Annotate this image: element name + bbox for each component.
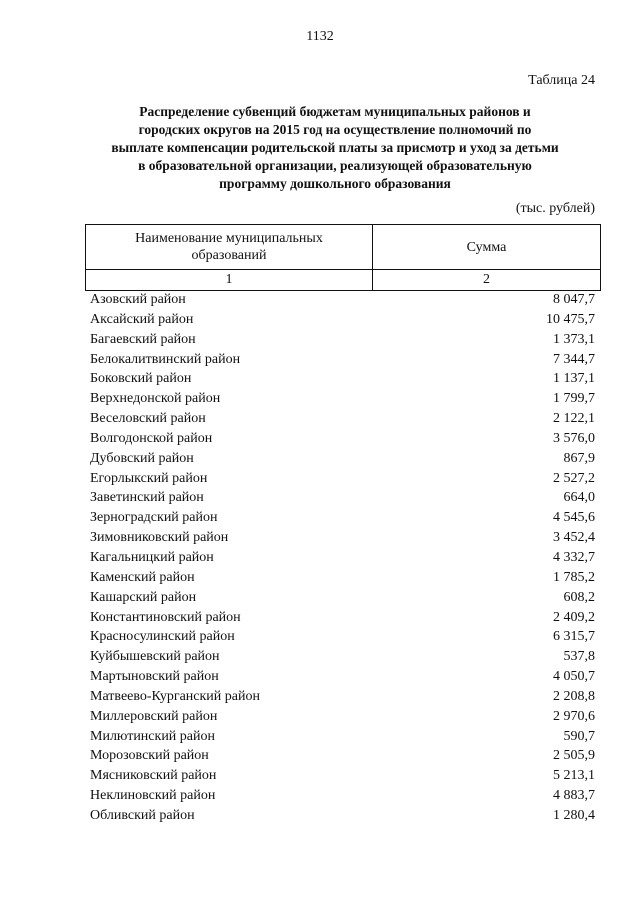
column-number-2: 2 [373,270,601,291]
table-row [90,350,595,370]
amount-value: 608,2 [563,589,595,605]
page-number: 1132 [306,29,334,44]
table-label: Таблица 24 [528,73,595,88]
municipality-name: Белокалитвинский район [90,351,241,367]
amount-value: 10 475,7 [546,311,595,327]
municipality-name: Неклиновский район [90,788,216,804]
amount-value: 2 122,1 [553,411,595,427]
municipality-name: Миллеровский район [90,708,218,724]
table-header [85,224,601,291]
municipality-name: Веселовский район [90,411,206,427]
municipality-name: Багаевский район [90,331,196,347]
municipality-name: Зимовниковский район [90,530,229,546]
table-row [90,746,595,766]
amount-value: 5 213,1 [553,768,595,784]
municipality-name: Обливский район [90,807,195,823]
amount-value: 4 332,7 [553,549,595,565]
municipality-name: Каменский район [90,569,195,585]
amount-value: 1 280,4 [553,807,595,823]
table-row [90,429,595,449]
amount-value: 2 527,2 [553,470,595,486]
municipality-name: Азовский район [90,292,186,307]
table-row [90,687,595,707]
municipality-name: Зерноградский район [90,510,218,526]
amount-value: 4 883,7 [553,788,595,804]
municipality-name: Мясниковский район [90,768,217,784]
table-row [90,707,595,727]
table-row [90,806,595,826]
table-row [90,588,595,608]
table-row [90,290,595,310]
amount-value: 8 047,7 [553,292,595,307]
column-header-name-line2: образований [191,248,267,263]
column-header-name-line1: Наименование муниципальных [135,231,323,246]
amount-value: 1 799,7 [553,391,595,407]
municipality-name: Заветинский район [90,490,204,506]
amount-value: 1 373,1 [553,331,595,347]
table-row [90,766,595,786]
amount-value: 4 545,6 [553,510,595,526]
amount-value: 4 050,7 [553,669,595,685]
amount-value: 2 409,2 [553,609,595,625]
amount-value: 590,7 [563,728,595,744]
amount-value: 2 208,8 [553,688,595,704]
table-row [90,667,595,687]
municipality-name: Кагальницкий район [90,549,214,565]
title-line: Распределение субвенций бюджетам муниципальных районов и [139,104,531,119]
amount-value: 2 505,9 [553,748,595,764]
amount-value: 1 785,2 [553,569,595,585]
table-row [90,369,595,389]
amount-value: 664,0 [563,490,595,506]
municipality-name: Милютинский район [90,728,216,744]
title-line: программу дошкольного образования [219,176,451,191]
municipality-name: Боковский район [90,371,192,387]
municipality-name: Верхнедонской район [90,391,221,407]
municipality-name: Куйбышевский район [90,649,220,665]
table-row [90,310,595,330]
column-number-1: 1 [86,270,373,291]
table-row [90,409,595,429]
table-row [90,647,595,667]
header-row [86,225,601,270]
table-row [90,548,595,568]
table-row [90,449,595,469]
municipality-name: Константиновский район [90,609,241,625]
table-row [90,469,595,489]
title-line: выплате компенсации родительской платы за присмотр и уход за детьми [111,140,559,155]
table-row [90,608,595,628]
amount-value: 7 344,7 [553,351,595,367]
table-body [90,290,595,826]
column-header-amount: Сумма [373,225,601,270]
municipality-name: Аксайский район [90,311,194,327]
table-row [90,389,595,409]
column-number-row [86,270,601,291]
table-row [90,330,595,350]
amount-value: 867,9 [563,450,595,466]
table-row [90,488,595,508]
amount-value: 1 137,1 [553,371,595,387]
amount-value: 3 452,4 [553,530,595,546]
municipality-name: Волгодонской район [90,430,213,446]
municipality-name: Красносулинский район [90,629,235,645]
title-line: городских округов на 2015 год на осуществление полномочий по [138,122,532,137]
amount-value: 6 315,7 [553,629,595,645]
table-row [90,528,595,548]
table-row [90,568,595,588]
document-title [100,103,570,193]
table-row [90,786,595,806]
municipality-name: Мартыновский район [90,669,219,685]
amount-value: 537,8 [563,649,595,665]
title-line: в образовательной организации, реализующей образовательную [138,158,532,173]
column-header-name [86,225,373,270]
unit-label: (тыс. рублей) [515,201,595,216]
municipality-name: Морозовский район [90,748,209,764]
municipality-name: Матвеево-Курганский район [90,688,260,704]
amount-value: 3 576,0 [553,430,595,446]
municipality-name: Дубовский район [90,450,194,466]
amount-value: 2 970,6 [553,708,595,724]
table-row [90,727,595,747]
table-row [90,627,595,647]
municipality-name: Кашарский район [90,589,197,605]
municipality-name: Егорлыкский район [90,470,208,486]
table-row [90,508,595,528]
